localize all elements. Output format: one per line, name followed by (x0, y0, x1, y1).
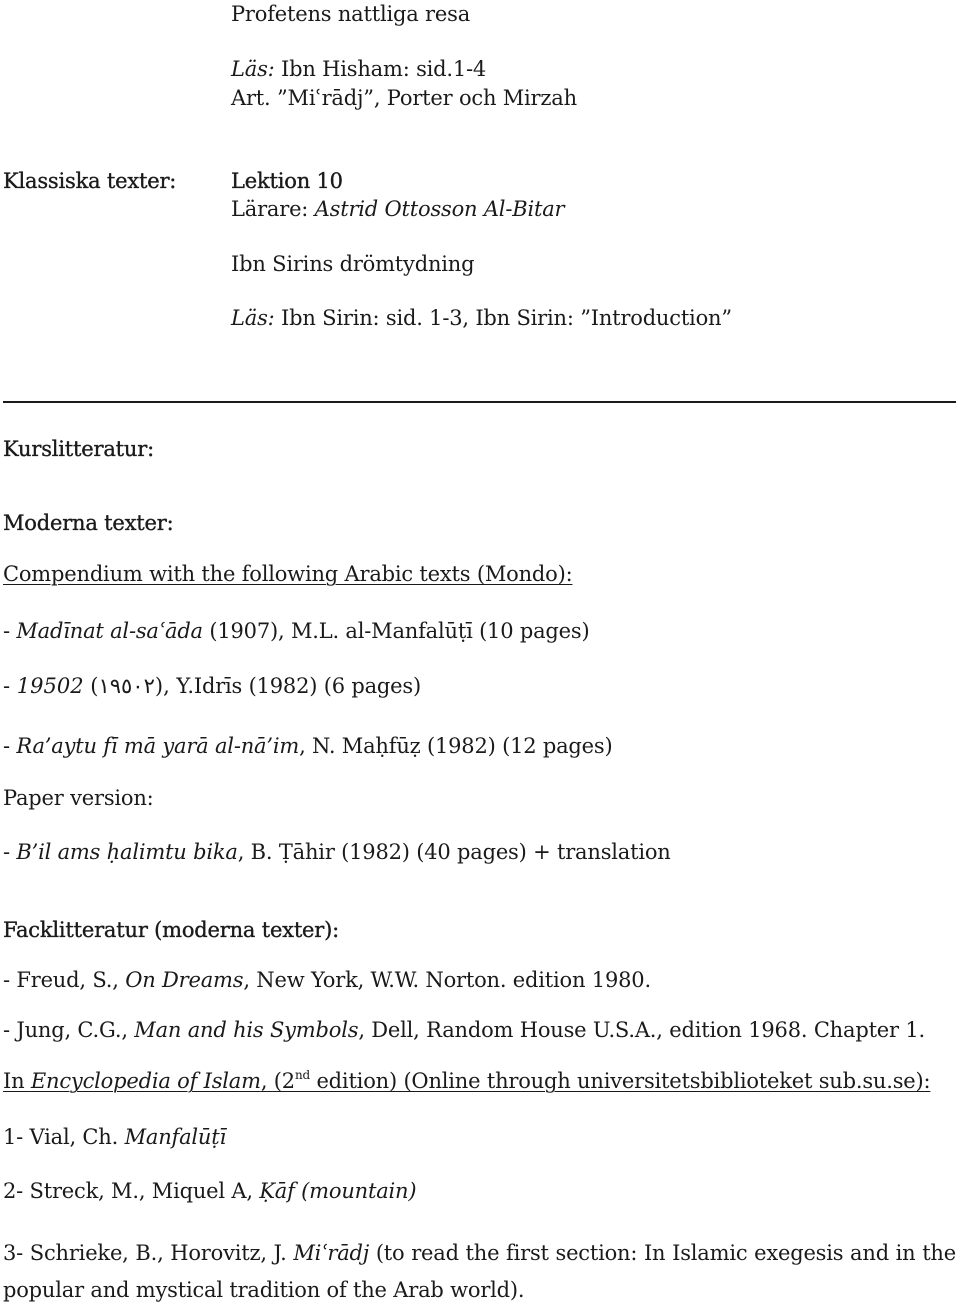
article-item (3, 1178, 416, 1204)
paper-version-label: Paper version: (3, 786, 154, 810)
dash: - (3, 734, 17, 758)
read-label: Läs: (231, 57, 275, 81)
lecture9-article: Art. ”Miʿrādj”, Porter och Mirzah (231, 86, 577, 110)
read-label: Läs: (231, 306, 275, 330)
moderna-heading: Moderna texter: (3, 511, 174, 535)
enc-sup: nd (294, 1068, 310, 1082)
article-note: (to read the first section: In Islamic exegesis and in the popular and mystical tradition of the Arab world). (3, 1241, 956, 1302)
ref-publisher: , Dell, Random House U.S.A., edition 1968. Chapter 1. (358, 1018, 925, 1042)
text-details: ), Y.Idrīs (1982) (6 pages) (154, 674, 421, 698)
text-title: B’il ams ḥalimtu bika (16, 840, 238, 864)
course-label: Klassiska texter: (3, 169, 177, 193)
text-title: Madīnat al-saʿāda (16, 619, 203, 643)
text-details: , N. Maḥfūẓ (1982) (12 pages) (299, 734, 613, 758)
teacher-line (231, 196, 564, 222)
reference (3, 1017, 925, 1043)
text-title: 19502 (16, 674, 84, 698)
article-title: Manfalūṭī (124, 1125, 227, 1149)
ref-title: On Dreams (125, 968, 244, 992)
dash: - (3, 674, 17, 698)
article-title: Miʿrādj (293, 1241, 370, 1265)
enc-title: Encyclopedia of Islam (30, 1069, 261, 1093)
article-item (3, 1124, 226, 1150)
dash: - (3, 840, 17, 864)
text-details: , B. Ṭāhir (1982) (40 pages) + translation (237, 840, 671, 864)
dash: - (3, 619, 17, 643)
enc-post: edition) (Online through universitetsbiblioteket sub.su.se): (309, 1069, 931, 1093)
kurslitteratur-heading: Kurslitteratur: (3, 437, 154, 461)
read-text: Ibn Sirin: sid. 1-3, Ibn Sirin: ”Introduction” (281, 306, 732, 330)
ref-title: Man and his Symbols (134, 1018, 359, 1042)
text-details: (1907), M.L. al-Manfalūṭī (10 pages) (202, 619, 590, 643)
lesson-title: Lektion 10 (231, 169, 343, 193)
lecture9-reading (231, 56, 486, 82)
text-item: - 19502 (١٩٥٠٢), Y.Idrīs (1982) (6 pages) (3, 674, 421, 698)
teacher-label: Lärare: (231, 197, 309, 221)
facklitteratur-heading: Facklitteratur (moderna texter): (3, 918, 339, 942)
text-item (3, 618, 589, 644)
article-item (3, 1235, 956, 1309)
compendium-line: Compendium with the following Arabic texts (Mondo): (3, 562, 573, 586)
article-author: 2- Streck, M., Miquel A, (3, 1179, 260, 1203)
arabic-title: ١٩٥٠٢ (98, 674, 155, 698)
enc-pre: In (3, 1069, 31, 1093)
article-author: 3- Schrieke, B., Horovitz, J. (3, 1241, 294, 1265)
paper-item (3, 839, 671, 865)
read-text: Ibn Hisham: sid.1-4 (281, 57, 487, 81)
article-title: Ḳāf (mountain) (259, 1179, 417, 1203)
text-title: Ra’aytu fī mā yarā al-nā’im (16, 734, 300, 758)
teacher-name: Astrid Ottosson Al-Bitar (314, 197, 565, 221)
reference (3, 967, 651, 993)
ref-author: - Freud, S., (3, 968, 126, 992)
lecture10-reading (231, 305, 732, 331)
encyclopedia-line (3, 1068, 930, 1094)
text-item (3, 733, 612, 759)
lecture9-title: Profetens nattliga resa (231, 2, 471, 26)
section-divider (3, 401, 956, 403)
topic: Ibn Sirins drömtydning (231, 252, 475, 276)
article-author: 1- Vial, Ch. (3, 1125, 125, 1149)
enc-mid: , (2 (260, 1069, 295, 1093)
ref-author: - Jung, C.G., (3, 1018, 135, 1042)
ref-publisher: , New York, W.W. Norton. edition 1980. (243, 968, 651, 992)
